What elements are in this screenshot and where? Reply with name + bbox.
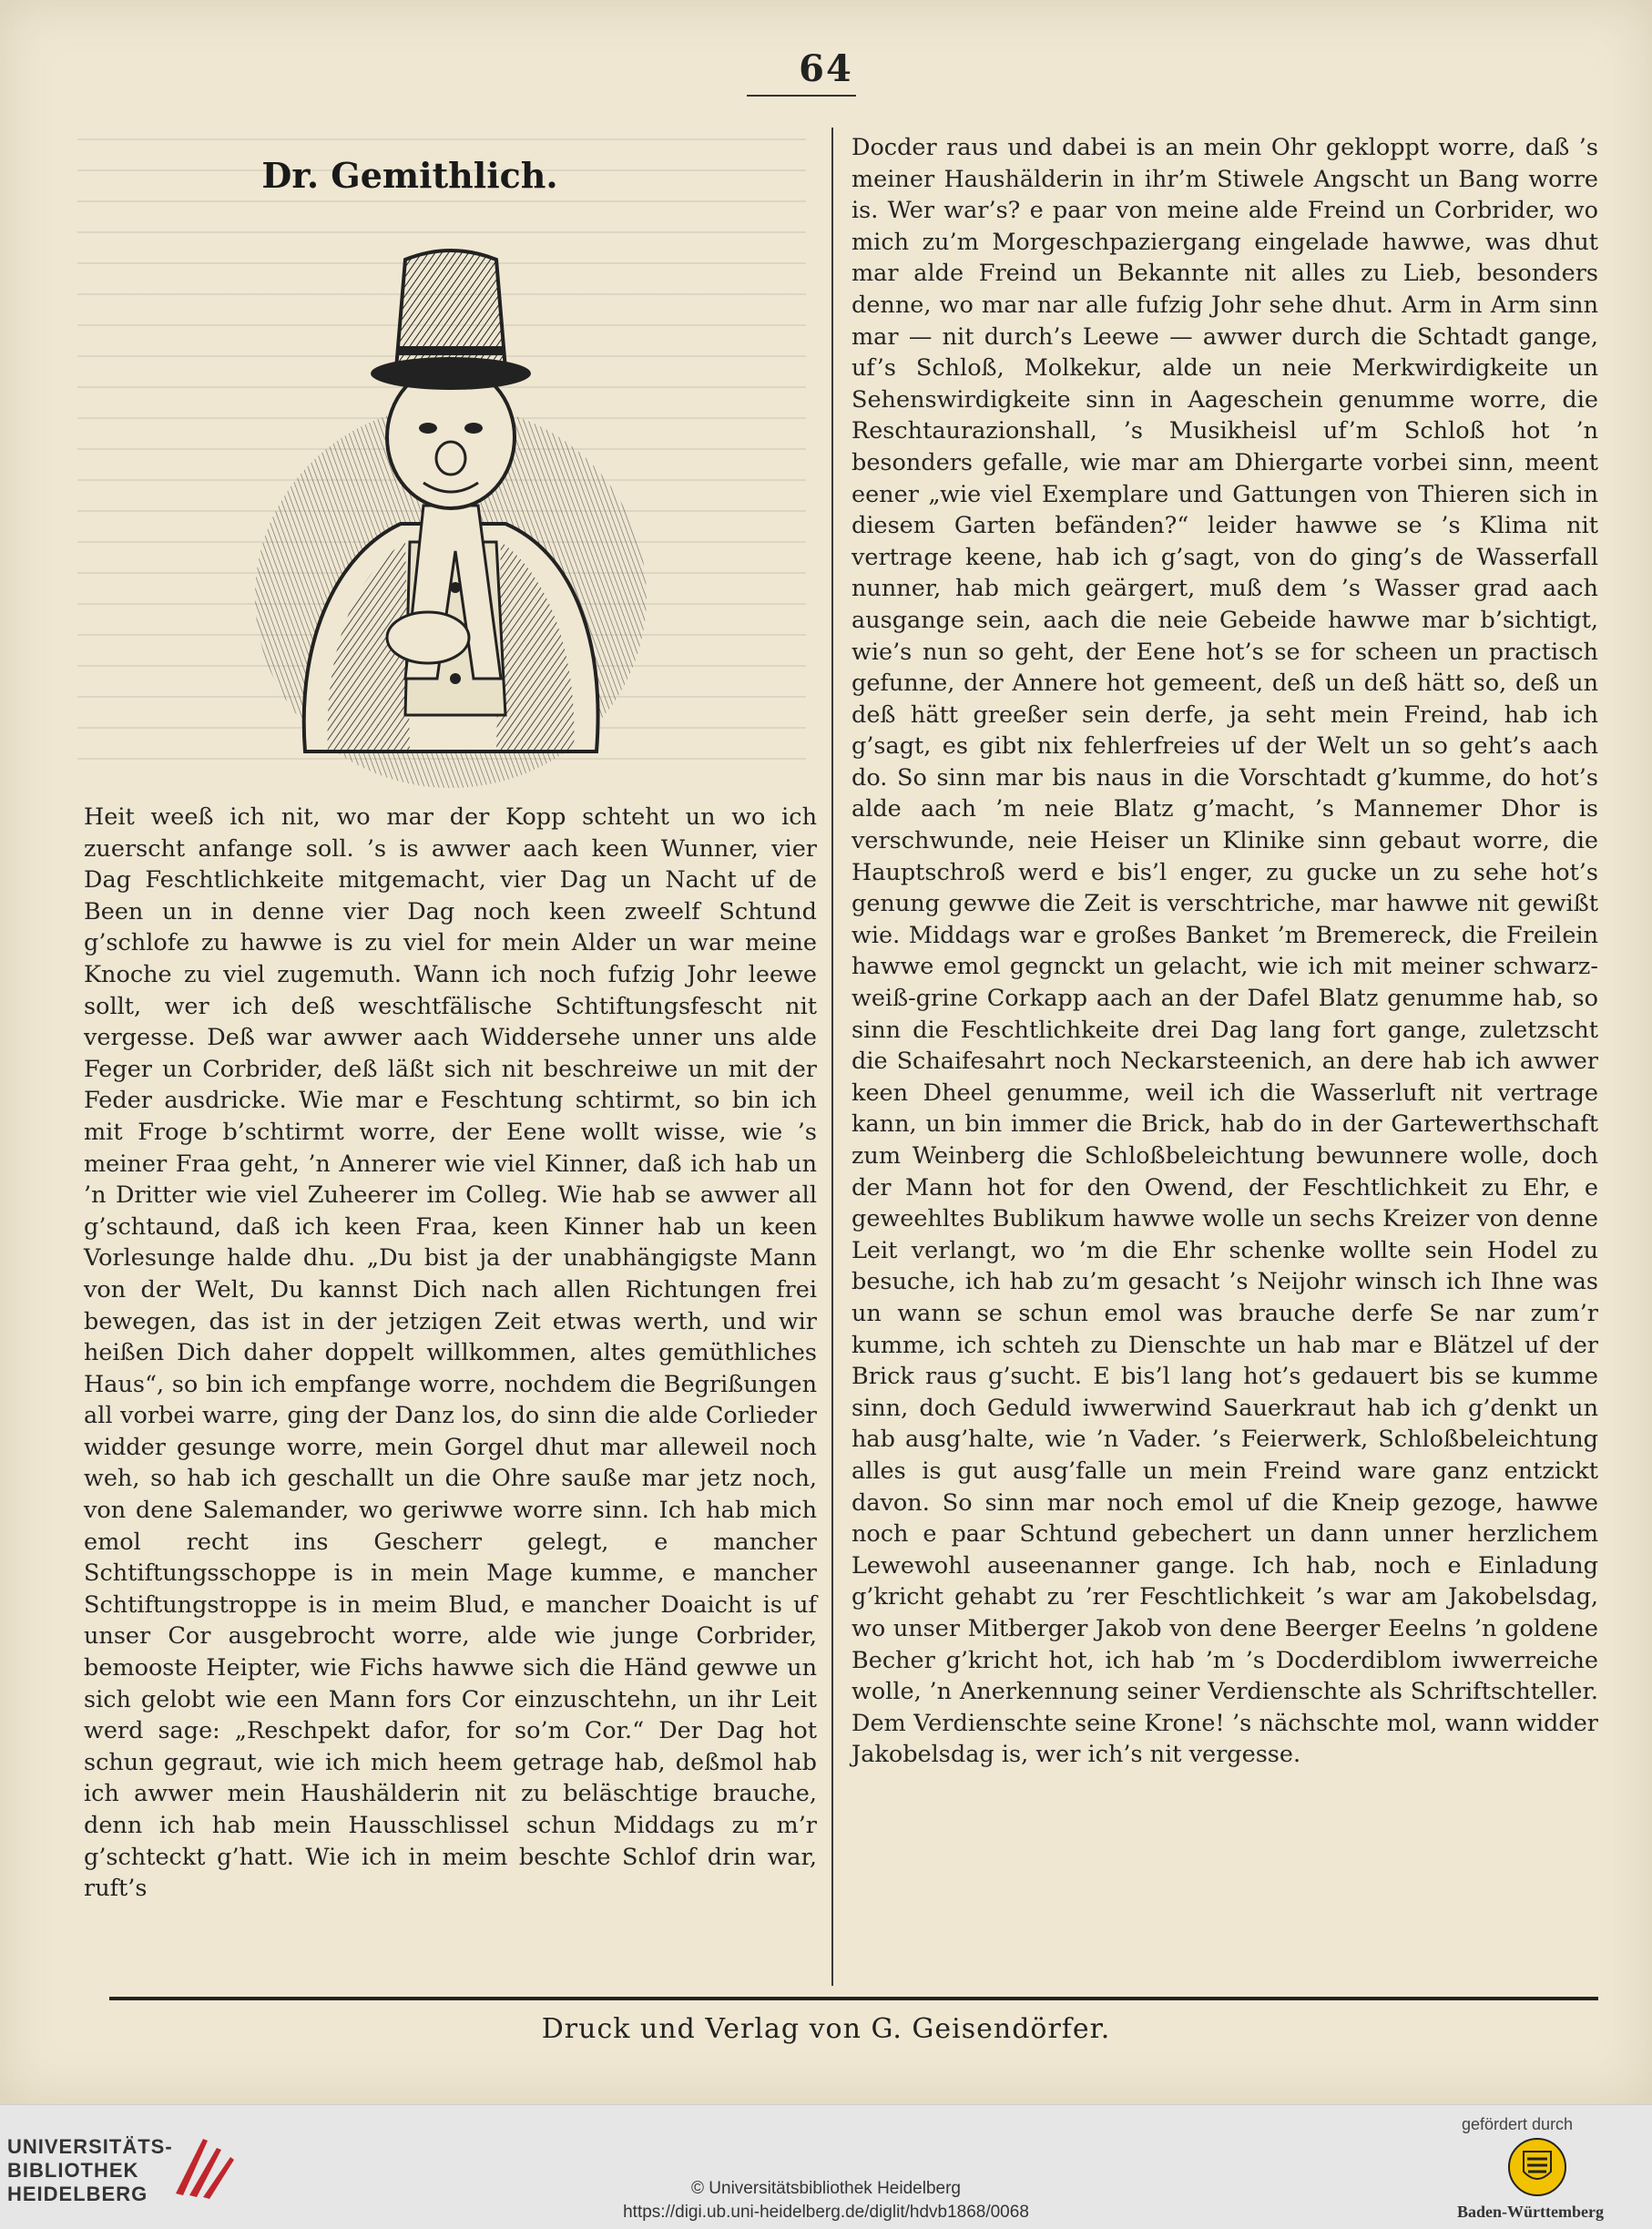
library-name-line2: BIBLIOTHEK (7, 2159, 139, 2182)
column-divider (831, 128, 833, 1986)
article-title: Dr. Gemithlich. (261, 155, 558, 196)
funding-label: gefördert durch (1462, 2115, 1574, 2133)
library-name-line3: HEIDELBERG (7, 2183, 148, 2205)
bottom-rule (109, 1997, 1598, 2000)
page-number-underline (747, 95, 856, 97)
page-number: 64 (799, 47, 853, 90)
library-name-line1: UNIVERSITÄTS- (7, 2135, 173, 2158)
page-url-link[interactable]: https://digi.ub.uni-heidelberg.de/diglit/hdvb1868/0068 (623, 2203, 1029, 2222)
funding-name: Baden-Württemberg (1457, 2203, 1604, 2221)
left-column-text: Heit weeß ich nit, wo mar der Kopp schteht un wo ich zuerscht anfange soll. ’s is awwer aach keen Wunner, vier Dag Feschtlichkeite mitgemacht, vier Dag un Nacht uf de Been un in denne vier Dag noch keen zweelf Schtund g’schlofe zu hawwe is zu viel for mein Alder un war meine Knoche zu viel zugemuth. Wann ich noch fufzig Johr leewe sollt, wer ich deß weschtfälische Schtiftungsfescht nit vergesse. Deß war awwer aach Widdersehe unner uns alde Feger un Corbrider, deß läßt sich nit beschreiwe un mit der Feder ausdricke. Wie mar e Feschtung schtirmt, so bin ich mit Froge b’schtirmt worre, der Eene wollt wisse, wie ’s meiner Fraa geht, ’n Annerer wie viel Kinner, daß ich hab un ’n Dritter wie viel Zuheerer im Colleg. Wie hab se awwer all g’schtaund, daß ich keen Fraa, keen Kinner hab un keen Vorlesunge halde dhu. „Du bist ja der unabhängigste Mann von der Welt, Du kannst Dich nach allen Richtungen frei bewegen, das ist in der jetzigen Zeit etwas werth, und wir heißen Dich daher doppelt willkommen, altes gemüthliches Haus“, so bin ich empfange worre, nochdem die Begrißungen all vorbei warre, ging der Danz los, do sinn die alde Corlieder widder gesunge worre, mein Gorgel dhut mar alleweil noch weh, so hab ich geschallt un die Ohre sauße mar jetz noch, von dene Salemander, wo geriwwe worre sinn. Ich hab mich emol recht ins Gescherr gelegt, e mancher Schtiftungsschoppe is in mein Mage kumme, e mancher Schtiftungstroppe is in meim Blud, e mancher Doaicht is uf unser Cor ausgebrocht worre, alde wie junge Corbrider, bemooste Heipter, wie Fichs hawwe sich die Händ gewwe un sich gelobt wie een Mann fors Cor einzuschtehn, un ihr Leit werd sage: „Reschpekt dafor, for so’m Cor.“ Der Dag hot schun gegraut, wie ich mich heem getrage hab, deßmol hab ich awwer mein Haushälderin nit zu beläschtige brauche, denn ich hab mein Hausschlissel schun Middags zu m’r g’schteckt g’hatt. Wie ich in meim beschte Schlof drin war, ruft’s (84, 803, 817, 1903)
imprint-line: Druck und Verlag von G. Geisendörfer. (541, 2013, 1111, 2045)
portrait-engraving (241, 205, 660, 788)
copyright-notice: © Universitätsbibliothek Heidelberg (691, 2179, 961, 2198)
right-column-text: Docder raus und dabei is an mein Ohr gekloppt worre, daß ’s meiner Haushälderin in ihr’m Stiwele Angscht un Bang worre is. Wer war’s? e paar von meine alde Freind un Corbrider, wo mich zu’m Morgeschpaziergang eingelade hawwe, was dhut mar alde Freind un Bekannte nit alles zu Lieb, besonders denne, wo mar nar alle fufzig Johr sehe dhut. Arm in Arm sinn mar — nit durch’s Leewe — awwer durch die Schtadt gange, uf’s Schloß, Molkekur, alde un neie Merkwirdigkeite un Sehenswirdigkeite sinn in Aageschein genumme worre, die Reschtaurazionshall, ’s Musikheisl uf’m Schloß hot ’n besonders gefalle, wie mar am Dhiergarte vorbei sinn, meent eener „wie viel Exemplare und Gattungen von Thieren sich in diesem Garten befänden?“ leider hawwe se ’s Klima nit vertrage keene, hab ich g’sagt, von do ging’s de Wasserfall nunner, hab mich geärgert, muß dem ’s Wasser grad aach ausgange sein, aach die neie Gebeide hawwe mar b’sichtigt, wie’s nun so geht, der Eene hot’s se for scheen un practisch gefunne, der Annere hot gemeent, deß un deß hätt so, deß un deß hätt greeßer sein derfe, ja seht mein Freind, hab ich g’sagt, es gibt nix fehlerfreies uf der Welt un so geht’s aach do. So sinn mar bis naus in die Vorschtadt g’kumme, do hot’s alde aach ’m neie Blatz g’macht, ’s Mannemer Dhor is verschwunde, neie Heiser un Klinike sinn gebaut worre, die Hauptschroß werd e bis’l enger, zu gucke un zu sehe hot’s genung gewwe die Zeit is verschtriche, mar hawwe nit gewißt wie. Middags war e großes Banket ’m Bremereck, die Freilein hawwe emol gegnckt un gelacht, wie ich mit meiner schwarz-weiß-grine Corkapp aach an der Dafel Blatz genumme hab, so sinn die Feschtlichkeite drei Dag lang fort gange, zuletzscht die Schaifesahrt noch Neckarsteenich, an dere hab ich awwer keen Dheel genumme, weil ich die Wasserluft nit vertrage kann, un bin immer die Brick, hab do in der Gartewerthschaft zum Weinberg die Schloßbeleichtung bewunnere wolle, doch der Mann hot for den Owend, der Feschtlichkeit zu Ehr, e geweehltes Bublikum hawwe wolle un sechs Kreizer von denne Leit verlangt, wo ’m die Ehr schenke wollte sein Hodel zu besuche, ich hab zu’m gesacht ’s Neijohr winsch ich Ihne was un wann se schun emol was brauche derfe Se nar zum’r kumme, ich schteh zu Dienschte un hab mar e Blätzel uf der Brick raus g’sucht. E bis’l lang hot’s gedauert bis se kumme sinn, doch Geduld iwwerwind Sauerkraut hab ich g’denkt un hab ausg’halte, wie ’n Vader. ’s Feierwerk, Schloßbeleichtung alles is gut ausg’falle un mein Freind ware ganz entzickt davon. So sinn mar noch emol uf die Kneip gezoge, hawwe noch e paar Schtund gebechert un dann unner herzlichem Lewewohl auseenanner gange. Ich hab, noch e Einladung g’kricht gehabt zu ’rer Feschtlichkeit ’s war am Jakobelsdag, wo unser Mitberger Jakob von dene Beerger Eeelns ’n goldene Becher g’kricht hot, ich hab ’m ’s Docderdiblom iwwerreiche wolle, ’n Anerkennung seiner Verdienschte als Schriftschteller. Dem Verdienschte seine Krone! ’s nächschte mol, wann widder Jakobelsdag is, wer ich’s nit vergesse. (851, 134, 1598, 1769)
